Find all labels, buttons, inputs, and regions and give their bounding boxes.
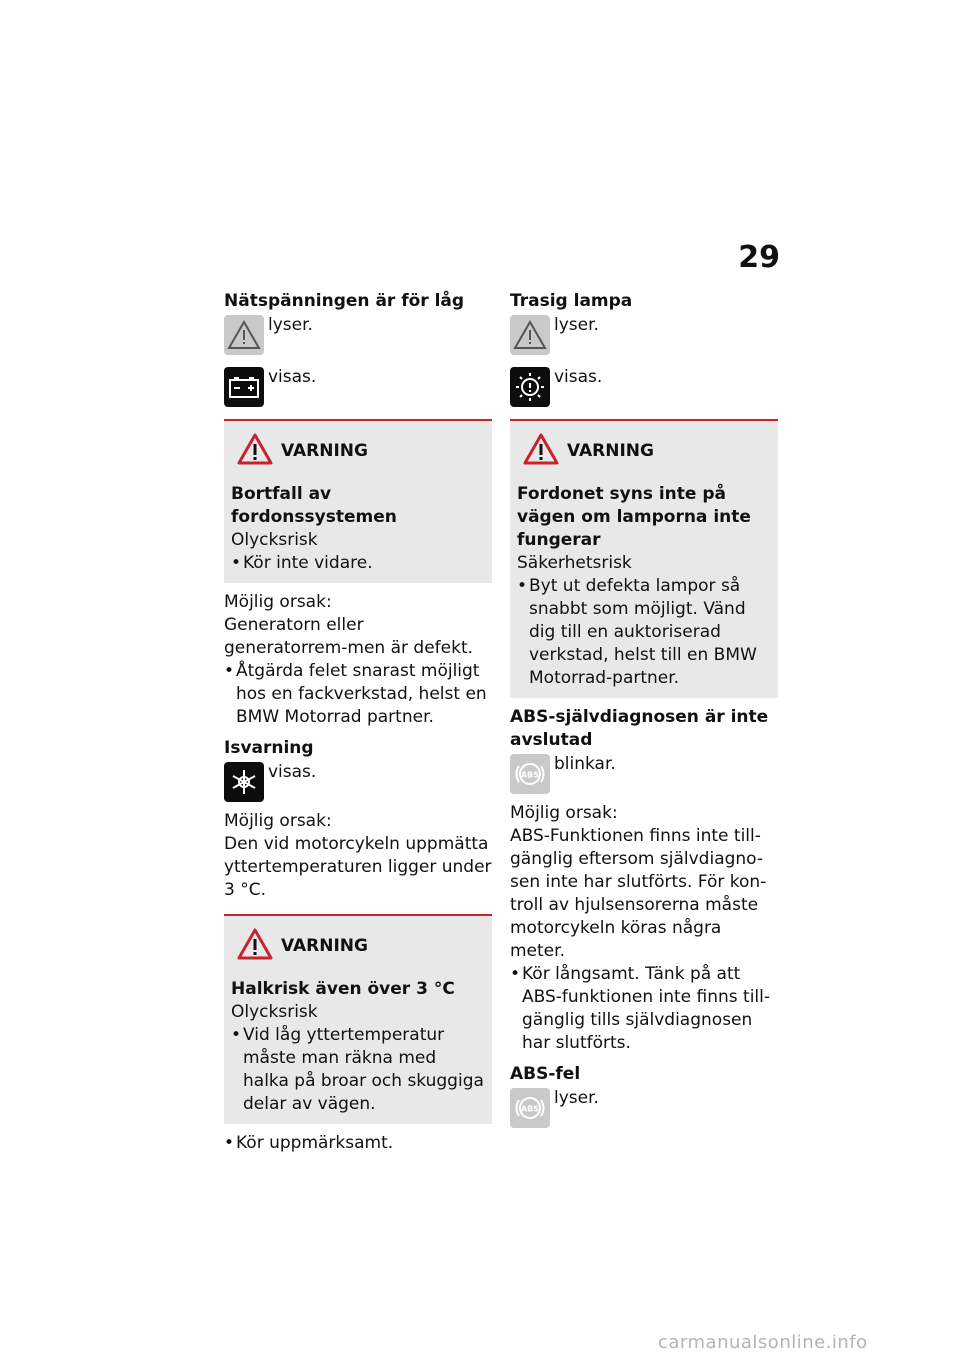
warning-box (224, 419, 492, 583)
left-column (224, 290, 492, 1155)
warning-subtitle: Olycksrisk (231, 530, 318, 550)
bullet-dot: • (517, 576, 528, 596)
indicator-row (224, 315, 492, 355)
bullet-text: Vid låg yttertemperatur måste man räkna med halka på broar och skuggiga delar av vägen. (243, 1025, 484, 1114)
warning-triangle-icon (237, 928, 273, 964)
warning-subtitle: Olycksrisk (231, 1002, 318, 1022)
indicator-status: lyser. (554, 1088, 599, 1108)
indicator-row (510, 367, 778, 407)
svg-text:ABS: ABS (520, 1104, 540, 1114)
cause-text: Den vid motorcykeln uppmätta yttertemperaturen ligger under 3 °C. (224, 834, 492, 900)
bullet-text: Åtgärda felet snarast möjligt hos en fackverkstad, helst en BMW Motorrad partner. (236, 661, 487, 727)
bullet-item (231, 1024, 484, 1116)
bullet-dot: • (224, 661, 235, 681)
cause-text: ABS-Funktionen finns inte till-gänglig eftersom självdiagno-sen inte har slutförts. För kon-troll av hjulsensorerna måste motorcykeln köras några meter. (510, 826, 767, 961)
indicator-row (224, 367, 492, 407)
bullet-item (231, 552, 484, 575)
warning-label: VARNING (281, 441, 368, 461)
warning-triangle-icon (237, 433, 273, 469)
bullet-item (224, 660, 492, 729)
svg-text:ABS: ABS (520, 770, 540, 780)
indicator-row (224, 762, 492, 802)
warning-title: Fordonet syns inte på vägen om lamporna inte fungerar (517, 484, 751, 550)
abs-icon (510, 754, 550, 794)
section-title: ABS-självdiagnosen är inte avslutad (510, 707, 769, 750)
indicator-status: blinkar. (554, 754, 616, 774)
bullet-text: Kör inte vidare. (243, 553, 373, 573)
warning-header (517, 433, 770, 469)
indicator-row (510, 315, 778, 355)
footer-watermark: carmanualsonline.info (658, 1332, 868, 1353)
warning-box (510, 419, 778, 698)
cause-label: Möjlig orsak: (224, 592, 332, 612)
section-title: Nätspänningen är för låg (224, 291, 465, 311)
warning-label: VARNING (567, 441, 654, 461)
bullet-item (517, 575, 770, 690)
section-title: Isvarning (224, 738, 314, 758)
warning-triangle-icon (523, 433, 559, 469)
warning-header (231, 928, 484, 964)
indicator-status: visas. (268, 762, 317, 782)
bullet-dot: • (224, 1133, 235, 1153)
bullet-item (510, 963, 778, 1055)
general-warning-icon (510, 315, 550, 355)
warning-label: VARNING (281, 936, 368, 956)
page-number: 29 (738, 240, 780, 275)
bullet-item (224, 1132, 492, 1155)
bullet-dot: • (231, 1025, 242, 1045)
warning-header (231, 433, 484, 469)
bullet-text: Byt ut defekta lampor så snabbt som möjligt. Vänd dig till en auktoriserad verkstad, helst till en BMW Motorrad-partner. (529, 576, 757, 688)
bulb-fault-icon (510, 367, 550, 407)
section-title: ABS-fel (510, 1064, 581, 1084)
warning-box (224, 914, 492, 1124)
bullet-text: Kör uppmärksamt. (236, 1133, 394, 1153)
right-column (510, 290, 778, 1128)
indicator-status: visas. (554, 367, 603, 387)
bullet-dot: • (231, 553, 242, 573)
bullet-dot: • (510, 964, 521, 984)
general-warning-icon (224, 315, 264, 355)
indicator-status: lyser. (268, 315, 313, 335)
cause-label: Möjlig orsak: (224, 811, 332, 831)
snowflake-icon (224, 762, 264, 802)
indicator-status: lyser. (554, 315, 599, 335)
indicator-row (510, 754, 778, 794)
cause-text: Generatorn eller generatorrem-men är defekt. (224, 615, 474, 658)
bullet-text: Kör långsamt. Tänk på att ABS-funktionen inte finns till-gänglig tills självdiagnosen har slutförts. (522, 964, 771, 1053)
cause-label: Möjlig orsak: (510, 803, 618, 823)
warning-title: Halkrisk även över 3 °C (231, 979, 455, 999)
battery-icon (224, 367, 264, 407)
indicator-status: visas. (268, 367, 317, 387)
section-title: Trasig lampa (510, 291, 633, 311)
warning-title: Bortfall av fordonssystemen (231, 484, 397, 527)
warning-subtitle: Säkerhetsrisk (517, 553, 632, 573)
abs-icon (510, 1088, 550, 1128)
indicator-row (510, 1088, 778, 1128)
